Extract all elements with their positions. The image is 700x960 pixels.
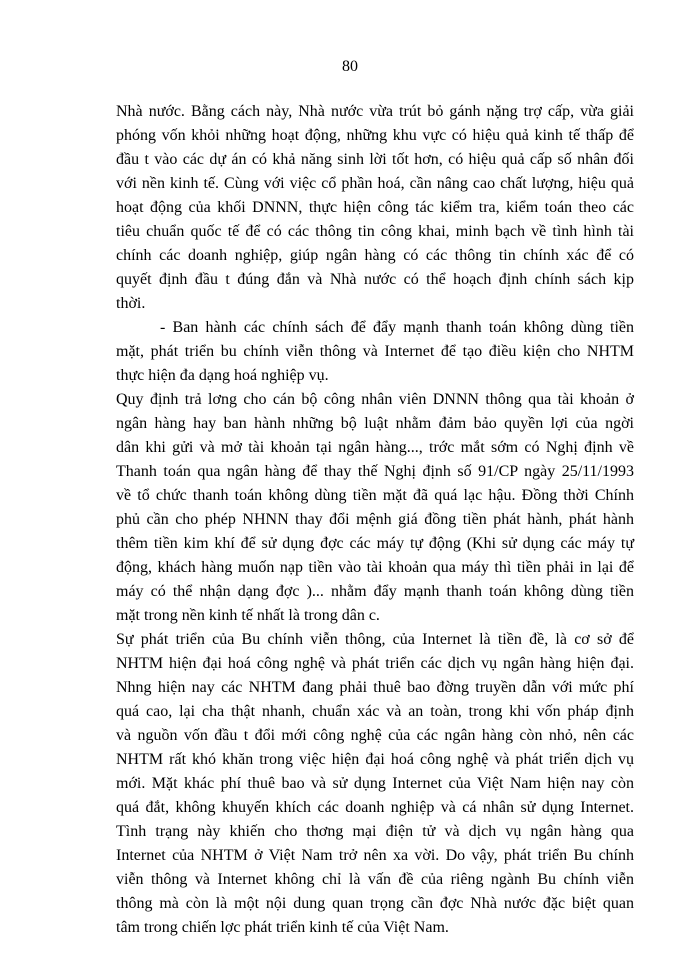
text-line: động, khách hàng muốn nạp tiền vào tài khoản qua máy thì tiền phải in lại để [116, 559, 634, 576]
text-line: ngân hàng hay ban hành những bộ luật nhằm đảm bảo quyền lợi của ngời [116, 415, 634, 432]
text-line: thời. [116, 295, 146, 312]
text-line: Nhng hiện nay các NHTM đang phải thuê bao đờng truyền dẫn với mức phí [116, 679, 634, 696]
text-line: thông mà còn là một nội dung quan trọng cần đợc Nhà nước đặc biệt quan [116, 895, 634, 912]
text-line: Tình trạng này khiến cho thơng mại điện tử và dịch vụ ngân hàng qua [116, 823, 634, 840]
text-line: thêm tiền kim khí để sử dụng đợc các máy tự động (Khi sử dụng các máy tự [116, 535, 634, 552]
text-line: quá cao, lại cha thật nhanh, chuẩn xác và an toàn, trong khi vốn pháp định [116, 703, 634, 720]
text-line: mới. Mặt khác phí thuê bao và sử dụng Internet của Việt Nam hiện nay còn [116, 775, 634, 792]
text-line: phủ cần cho phép NHNN thay đổi mệnh giá đồng tiền phát hành, phát hành [116, 511, 634, 528]
text-line: - Ban hành các chính sách để đẩy mạnh thanh toán không dùng tiền [160, 319, 634, 336]
text-line: phóng vốn khỏi những hoạt động, những khu vực có hiệu quả kinh tế thấp để [116, 127, 634, 144]
text-line: và nguồn vốn đầu t đổi mới công nghệ của các ngân hàng còn nhỏ, nên các [116, 727, 634, 744]
text-line: Sự phát triển của Bu chính viễn thông, của Internet là tiền đề, là cơ sở để [116, 631, 634, 648]
text-line: mặt, phát triển bu chính viễn thông và Internet để tạo điều kiện cho NHTM [116, 343, 634, 360]
text-line: quyết định đầu t đúng đắn và Nhà nước có thể hoạch định chính sách kịp [116, 271, 634, 288]
text-line: với nền kinh tế. Cùng với việc cổ phần hoá, cần nâng cao chất lượng, hiệu quả [116, 175, 634, 192]
body-text [116, 100, 634, 940]
text-line: Quy định trả lơng cho cán bộ công nhân viên DNNN thông qua tài khoản ở [116, 391, 634, 408]
page-number: 80 [342, 58, 358, 75]
text-line: tâm trong chiến lợc phát triển kinh tế của Việt Nam. [116, 919, 449, 936]
text-line: chính các doanh nghiệp, giúp ngân hàng có các thông tin chính xác để có [116, 247, 634, 264]
text-line: máy có thể nhận dạng đợc )... nhằm đẩy mạnh thanh toán không dùng tiền [116, 583, 634, 600]
text-line: hoạt động của khối DNNN, thực hiện công tác kiểm tra, kiểm toán theo các [116, 199, 634, 216]
text-line: thực hiện đa dạng hoá nghiệp vụ. [116, 367, 329, 384]
text-line: Internet của NHTM ở Việt Nam trở nên xa vời. Do vậy, phát triển Bu chính [116, 847, 634, 864]
text-line: về tổ chức thanh toán không dùng tiền mặt đã quá lạc hậu. Đồng thời Chính [116, 487, 634, 504]
text-line: dân khi gửi và mở tài khoản tại ngân hàng..., trớc mắt sớm có Nghị định về [116, 439, 634, 456]
text-line: NHTM rất khó khăn trong việc hiện đại hoá công nghệ và phát triển dịch vụ [116, 751, 634, 768]
text-line: tiêu chuẩn quốc tế để có các thông tin công khai, minh bạch về tình hình tài [116, 223, 634, 240]
text-line: viễn thông và Internet không chỉ là vấn đề của riêng ngành Bu chính viễn [116, 871, 634, 888]
text-line: đầu t vào các dự án có khả năng sinh lời tốt hơn, có hiệu quả cấp số nhân đối [116, 151, 634, 168]
text-line: quá đắt, không khuyến khích các doanh nghiệp và cá nhân sử dụng Internet. [116, 799, 634, 816]
text-line: Thanh toán qua ngân hàng để thay thế Nghị định số 91/CP ngày 25/11/1993 [116, 463, 634, 480]
text-line: NHTM hiện đại hoá công nghệ và phát triển các dịch vụ ngân hàng hiện đại. [116, 655, 634, 672]
text-line: mặt trong nền kinh tế nhất là trong dân c. [116, 607, 380, 624]
text-line: Nhà nước. Bằng cách này, Nhà nước vừa trút bỏ gánh nặng trợ cấp, vừa giải [116, 103, 634, 120]
